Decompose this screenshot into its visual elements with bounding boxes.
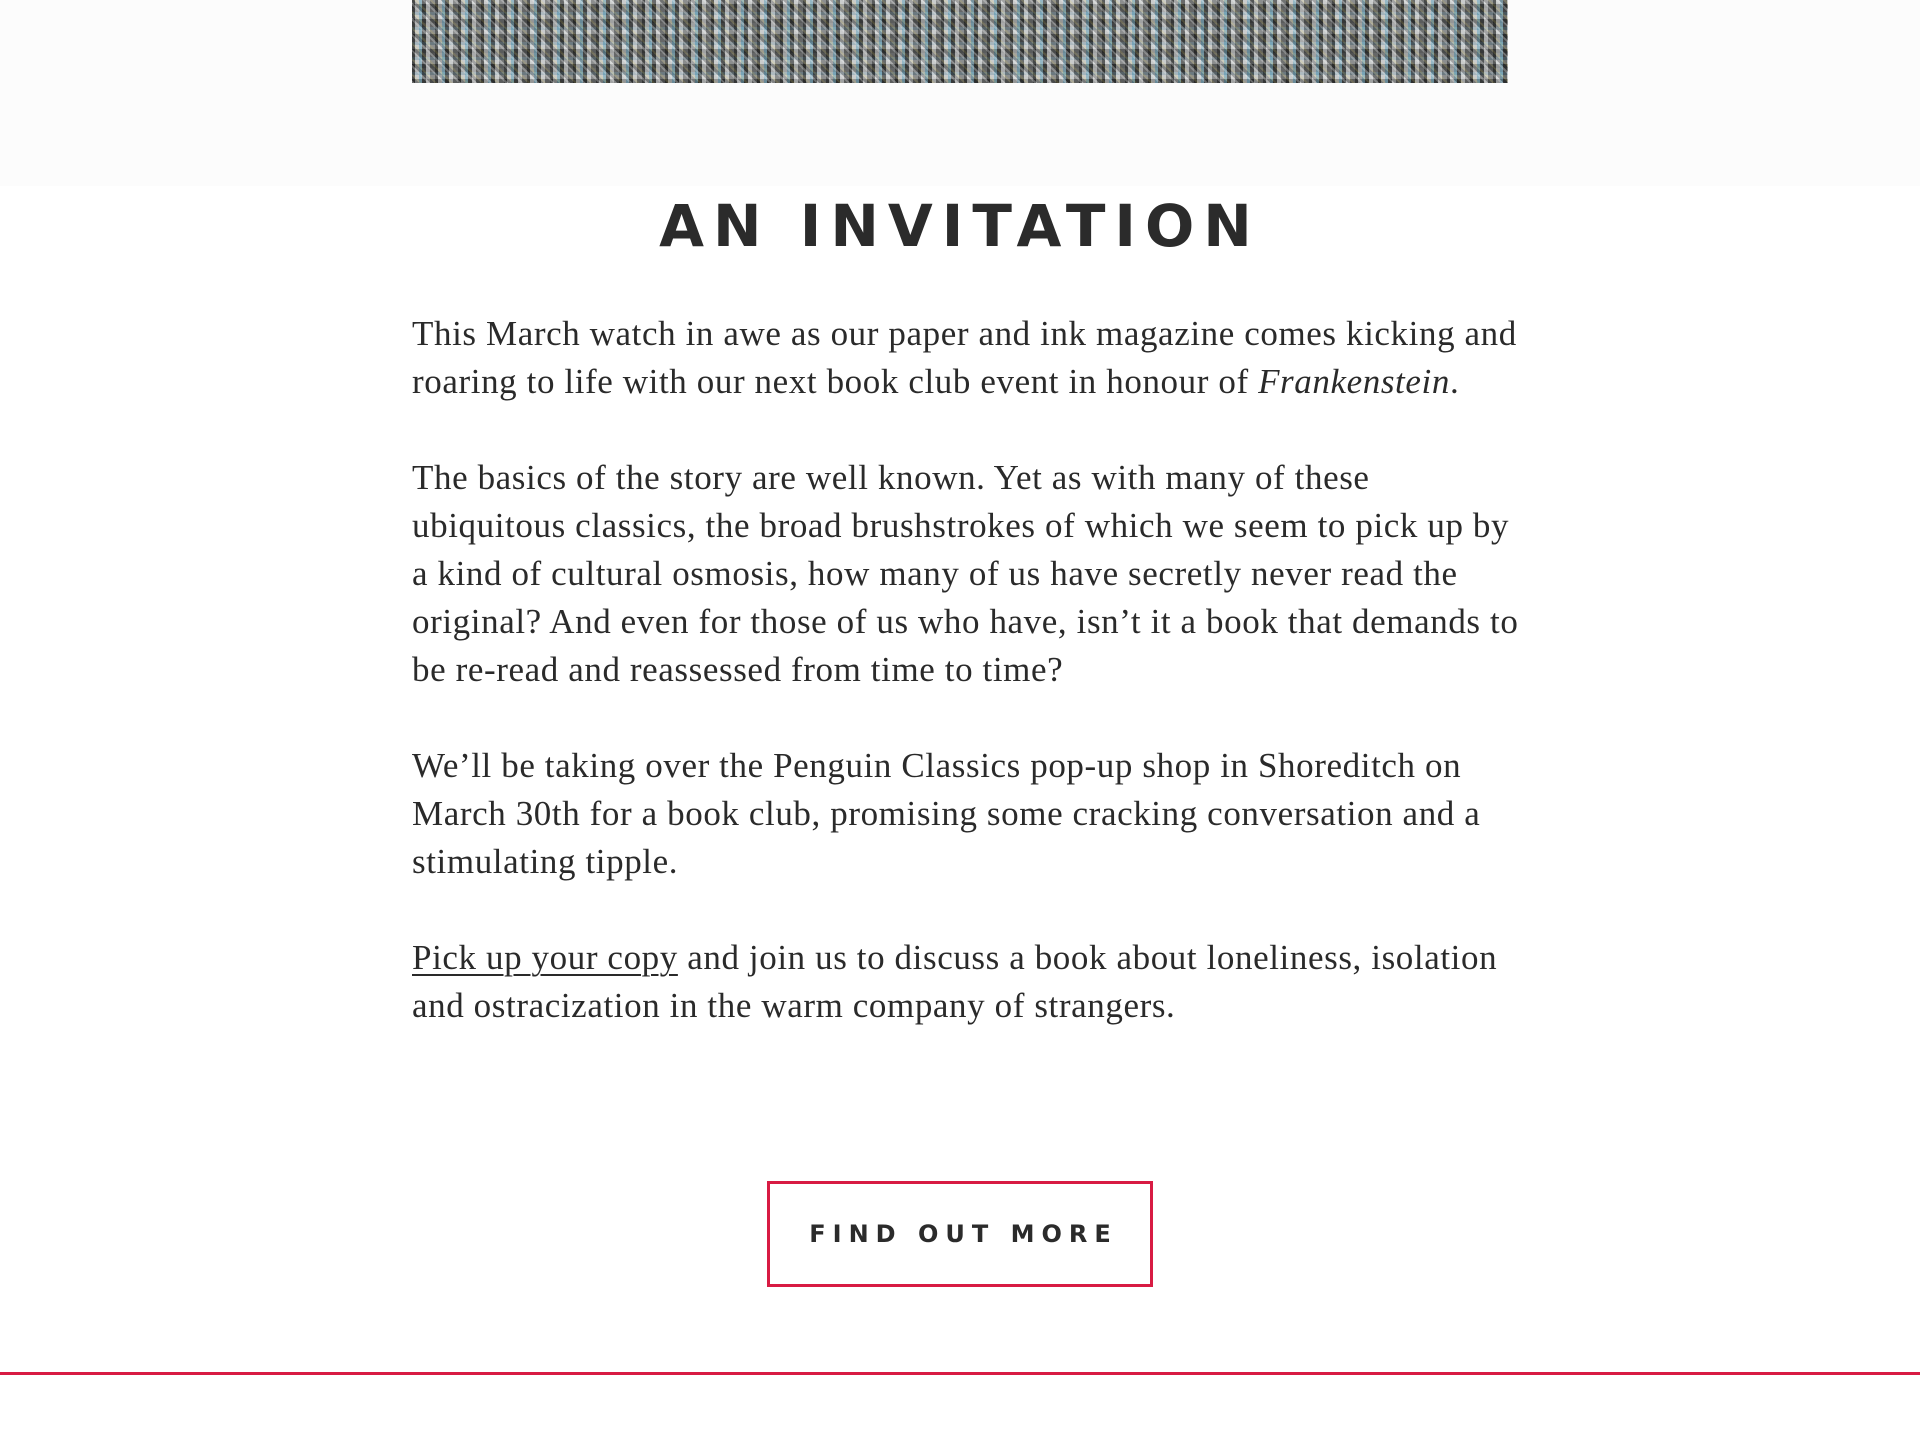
find-out-more-label: FIND OUT MORE bbox=[809, 1220, 1118, 1248]
paragraph-intro-text: This March watch in awe as our paper and ink magazine comes kicking and roaring to life with our next book club event in honour of bbox=[412, 314, 1517, 401]
paragraph-join-text: and join us to discuss a book about loneliness, isolation and ostracization in the warm company of strangers. bbox=[412, 938, 1498, 1025]
paragraph-intro-end: . bbox=[1449, 362, 1460, 401]
article-body bbox=[412, 310, 1522, 1078]
paragraph-join bbox=[412, 934, 1522, 1030]
section-divider bbox=[0, 1372, 1920, 1375]
find-out-more-button[interactable] bbox=[767, 1181, 1153, 1287]
hero-image bbox=[412, 0, 1508, 83]
paragraph-event: We’ll be taking over the Penguin Classics pop-up shop in Shoreditch on March 30th for a book club, promising some cracking conversation and a stimulating tipple. bbox=[412, 746, 1481, 881]
book-title: Frankenstein bbox=[1258, 362, 1450, 401]
pick-up-copy-link[interactable]: Pick up your copy bbox=[412, 938, 678, 977]
paragraph-intro bbox=[412, 310, 1522, 406]
section-heading: AN INVITATION bbox=[659, 192, 1261, 260]
paragraph-story: The basics of the story are well known. Yet as with many of these ubiquitous classics, the broad brushstrokes of which we seem to pick up by a kind of cultural osmosis, how many of us have secretly never read the original? And even for those of us who have, isn’t it a book that demands to be re-read and reassessed from time to time? bbox=[412, 458, 1519, 689]
